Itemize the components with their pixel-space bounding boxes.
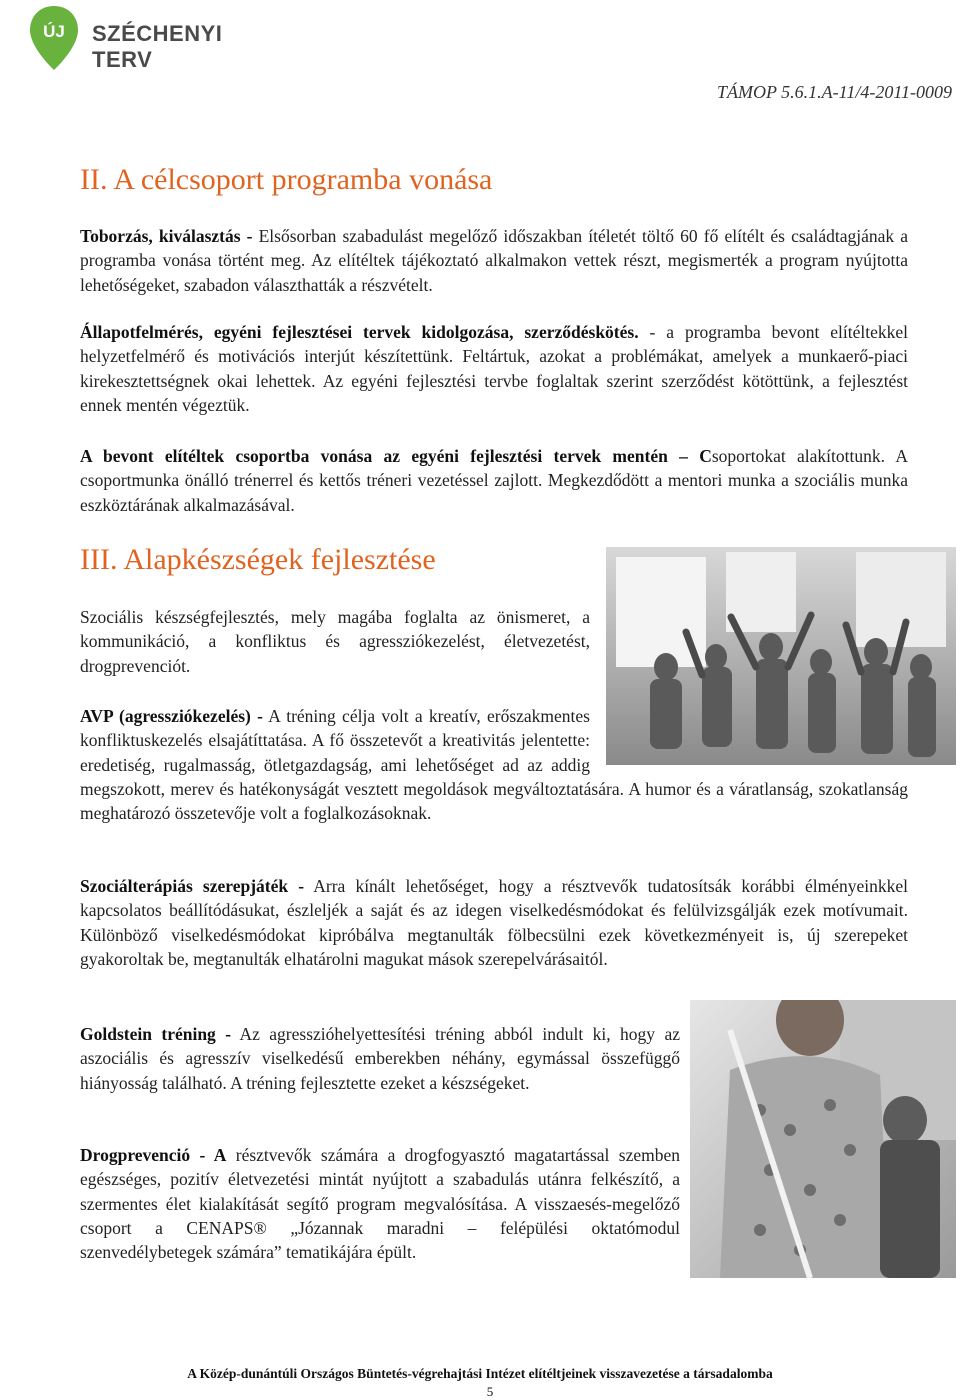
paragraph-body: Arra kínált lehetőséget, hogy a résztvevők tudatosítsák korábbi élményeinkkel kapcsolatos beállítódásukat, észleljék a saját és az idegen viselkedésmódokat és felülvizsgálják ezek motívumait. Különböző viselkedésmódokat kipróbálva megtanulták fölbecsülni ezek következményeit is, új szerepeket gyakoroltak be, megtanulták elhatárolni magukat mások szerepelvárásaitól. <box>80 876 909 969</box>
paragraph-lead: Drogprevenció - A <box>80 1145 227 1165</box>
paragraph-lead: Goldstein tréning - <box>80 1024 232 1044</box>
location-pin-icon <box>28 4 80 72</box>
logo-pin-text: ÚJ <box>43 22 65 41</box>
document-code: TÁMOP 5.6.1.A-11/4-2011-0009 <box>717 82 952 102</box>
paragraph-lead: Toborzás, kiválasztás - <box>80 226 253 246</box>
paragraph-body: - a programba bevont elítéltekkel helyzetfelmérő és motivációs interjút készítettünk. Feltártuk, azokat a problémákat, amelyek a munkaerő-piaci kirekesztettségnek okai lehettek. Az egyéni fejlesztési tervbe foglaltak szerint szerződést kötöttünk, a fejlesztést ennek mentén végeztük. <box>80 322 908 415</box>
paragraph-lead: Szociálterápiás szerepjáték - <box>80 876 305 896</box>
paragraph-body: Az agresszióhelyettesítési tréning abból indult ki, hogy az aszociális és agresszív viselkedésű emberekben néhány, egymással összefüggő hiányosság található. A tréning fejlesztette ezeket a készségeket. <box>80 1024 680 1093</box>
trainer-photo <box>690 1000 956 1278</box>
page-number: 5 <box>486 1384 494 1399</box>
paragraph-recruitment <box>80 224 908 297</box>
paragraph-social-skills: Szociális készségfejlesztés, mely magába foglalta az önismeret, a kommunikáció, a konfliktus és agressziókezelést, életvezetést, drogprevenciót. <box>80 607 590 676</box>
footer-title: A Közép-dunántúli Országos Büntetés-végrehajtási Intézet elítéltjeinek visszavezetése a társadalomba <box>187 1366 773 1381</box>
logo-text: SZÉCHENYI TERV <box>92 21 223 72</box>
paragraph-drug-prevention <box>80 1143 680 1264</box>
paragraph-lead: AVP (agressziókezelés) - <box>80 706 263 726</box>
paragraph-assessment <box>80 320 908 417</box>
paragraph-goldstein <box>80 1022 680 1095</box>
paragraph-grouping <box>80 444 908 517</box>
paragraph-lead: A bevont elítéltek csoportba vonása az egyéni fejlesztési tervek mentén – C <box>80 446 712 466</box>
section-2-heading: II. A célcsoport programba vonása <box>80 163 493 196</box>
section-3-heading: III. Alapkészségek fejlesztése <box>80 543 436 576</box>
szechenyi-terv-logo <box>28 4 268 76</box>
paragraph-lead: Állapotfelmérés, egyéni fejlesztései tervek kidolgozása, szerződéskötés. <box>80 322 639 342</box>
paragraph-body: résztvevők számára a drogfogyasztó magatartással szemben egészséges, pozitív életvezetési mintát nyújtott a szabadulás utánra felkészítő, a szermentes élet kialakítását segítő program megvalósítása. A visszaesés-megelőző csoport a CENAPS® „Józannak maradni – felépülési oktatómodul szenvedélybetegek számára” tematikájára épült. <box>80 1145 680 1263</box>
paragraph-body: Elsősorban szabadulást megelőző időszakban ítéletét töltő 60 fő elítélt és családtagjának a programba vonása történt meg. Az elítéltek tájékoztató alkalmakon vettek részt, megismerték a program nyújtotta lehetőségeket, szabadon választhatták a részvételt. <box>80 226 908 295</box>
paragraph-body: soportokat alakítottunk. A csoportmunka önálló trénerrel és kettős tréneri vezetéssel zajlott. Megkezdődött a mentori munka a szociális munka eszköztárának alkalmazásával. <box>80 446 908 515</box>
paragraph-roleplay <box>80 874 908 971</box>
paragraph-avp <box>80 704 908 825</box>
paragraph-body: A tréning célja volt a kreatív, erőszakmentes konfliktuskezelés elsajátíttatása. A fő összetevőt a kreativitás jelentette: eredetiség, rugalmasság, ötletgazdagság, ami lehetőséget ad az addig megszokott, merev és hatékonyságát vesztett megoldások megváltoztatására. A humor és a váratlanság, szokatlanság meghatározó összetevője volt a foglalkozásoknak. <box>80 706 908 824</box>
